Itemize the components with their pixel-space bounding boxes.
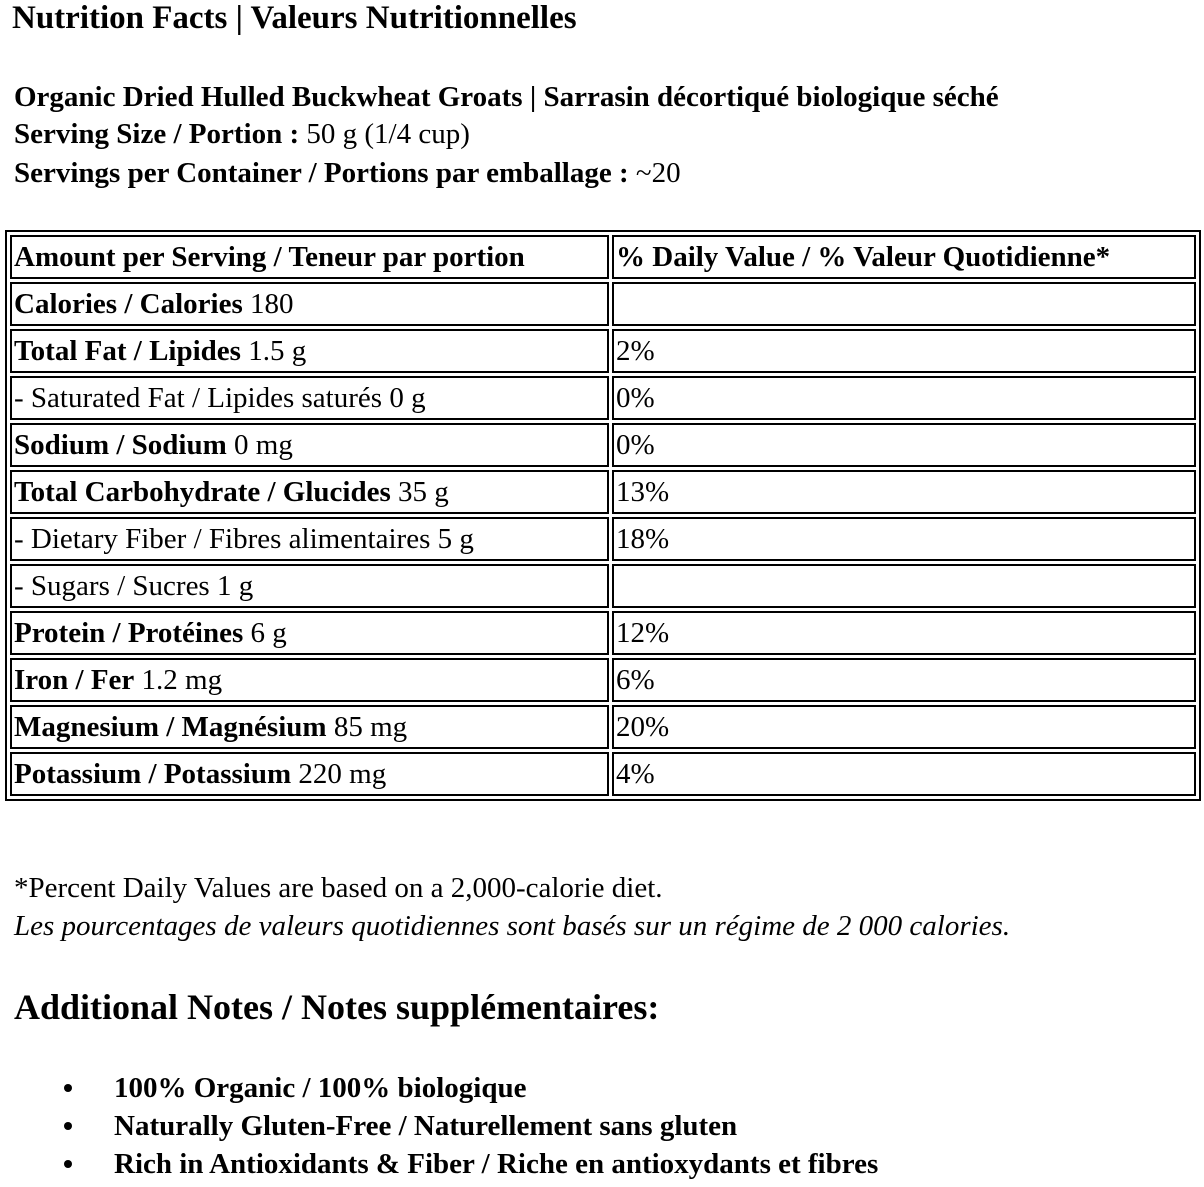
- nutrient-name: Protein / Protéines: [14, 617, 244, 649]
- table-row: [10, 611, 1196, 655]
- nutrient-name: Total Fat / Lipides: [14, 335, 241, 367]
- nutrient-name: Potassium / Potassium: [14, 758, 292, 790]
- notes-item-text: Rich in Antioxidants & Fiber / Riche en antioxydants et fibres: [114, 1148, 879, 1180]
- nutrient-amount: 220 mg: [298, 758, 387, 790]
- daily-value-cell: 12%: [612, 611, 1196, 655]
- daily-value-cell: [612, 282, 1196, 326]
- daily-value-cell: 18%: [612, 517, 1196, 561]
- servings-per-container-value: ~20: [635, 157, 681, 189]
- table-row: [10, 470, 1196, 514]
- notes-item-text: Naturally Gluten-Free / Naturellement sans gluten: [114, 1110, 738, 1142]
- nutrient-cell: [10, 470, 609, 514]
- table-row: [10, 705, 1196, 749]
- nutrient-cell: [10, 705, 609, 749]
- product-name: Organic Dried Hulled Buckwheat Groats | Sarrasin décortiqué biologique séché: [14, 81, 999, 113]
- bullet-icon: [64, 1160, 72, 1168]
- nutrition-table: [5, 230, 1201, 801]
- nutrient-name: - Saturated Fat / Lipides saturés: [14, 382, 383, 414]
- nutrient-amount: 1 g: [216, 570, 254, 602]
- nutrient-cell: [10, 752, 609, 796]
- nutrient-cell: [10, 282, 609, 326]
- table-row: [10, 658, 1196, 702]
- daily-value-cell: 20%: [612, 705, 1196, 749]
- nutrient-name: - Sugars / Sucres: [14, 570, 210, 602]
- nutrient-cell: [10, 376, 609, 420]
- nutrient-rows: [10, 282, 1196, 796]
- footnote-english: *Percent Daily Values are based on a 2,000-calorie diet.: [14, 872, 663, 904]
- serving-size-label: Serving Size / Portion :: [14, 118, 300, 150]
- nutrient-name: Iron / Fer: [14, 664, 135, 696]
- notes-heading: Additional Notes / Notes supplémentaires:: [14, 987, 660, 1027]
- table-row: [10, 329, 1196, 373]
- bullet-icon: [64, 1122, 72, 1130]
- table-header-row: [10, 235, 1196, 279]
- daily-value-column-header: % Daily Value / % Valeur Quotidienne*: [612, 235, 1196, 279]
- nutrient-amount: 1.5 g: [248, 335, 307, 367]
- nutrient-name: Calories / Calories: [14, 288, 243, 320]
- nutrient-name: - Dietary Fiber / Fibres alimentaires: [14, 523, 431, 555]
- nutrient-cell: [10, 517, 609, 561]
- serving-size: [14, 117, 470, 151]
- nutrient-name: Magnesium / Magnésium: [14, 711, 327, 743]
- serving-size-value: 50 g (1/4 cup): [306, 118, 470, 150]
- table-row: [10, 376, 1196, 420]
- servings-per-container: [14, 156, 681, 190]
- nutrient-cell: [10, 329, 609, 373]
- table-row: [10, 282, 1196, 326]
- nutrient-amount: 35 g: [398, 476, 449, 508]
- daily-value-cell: 6%: [612, 658, 1196, 702]
- nutrient-cell: [10, 564, 609, 608]
- nutrient-cell: [10, 423, 609, 467]
- table-row: [10, 752, 1196, 796]
- nutrient-cell: [10, 611, 609, 655]
- nutrient-name: Sodium / Sodium: [14, 429, 227, 461]
- nutrient-cell: [10, 658, 609, 702]
- footnote-french: Les pourcentages de valeurs quotidiennes sont basés sur un régime de 2 000 calories.: [14, 910, 1011, 942]
- table-row: [10, 423, 1196, 467]
- nutrient-amount: 85 mg: [333, 711, 408, 743]
- nutrient-name: Total Carbohydrate / Glucides: [14, 476, 391, 508]
- nutrient-amount: 0 g: [389, 382, 426, 414]
- page-title: Nutrition Facts | Valeurs Nutritionnelles: [12, 0, 577, 36]
- nutrient-amount: 0 mg: [234, 429, 293, 461]
- daily-value-cell: 2%: [612, 329, 1196, 373]
- amount-column-header: Amount per Serving / Teneur par portion: [10, 235, 609, 279]
- daily-value-cell: 0%: [612, 376, 1196, 420]
- table-row: [10, 517, 1196, 561]
- servings-per-container-label: Servings per Container / Portions par emballage :: [14, 157, 629, 189]
- nutrient-amount: 180: [249, 288, 294, 320]
- daily-value-cell: 4%: [612, 752, 1196, 796]
- bullet-icon: [64, 1084, 72, 1092]
- daily-value-cell: [612, 564, 1196, 608]
- nutrient-amount: 1.2 mg: [141, 664, 223, 696]
- table-row: [10, 564, 1196, 608]
- nutrient-amount: 6 g: [250, 617, 287, 649]
- notes-item-text: 100% Organic / 100% biologique: [114, 1072, 527, 1104]
- daily-value-cell: 0%: [612, 423, 1196, 467]
- daily-value-cell: 13%: [612, 470, 1196, 514]
- nutrient-amount: 5 g: [437, 523, 474, 555]
